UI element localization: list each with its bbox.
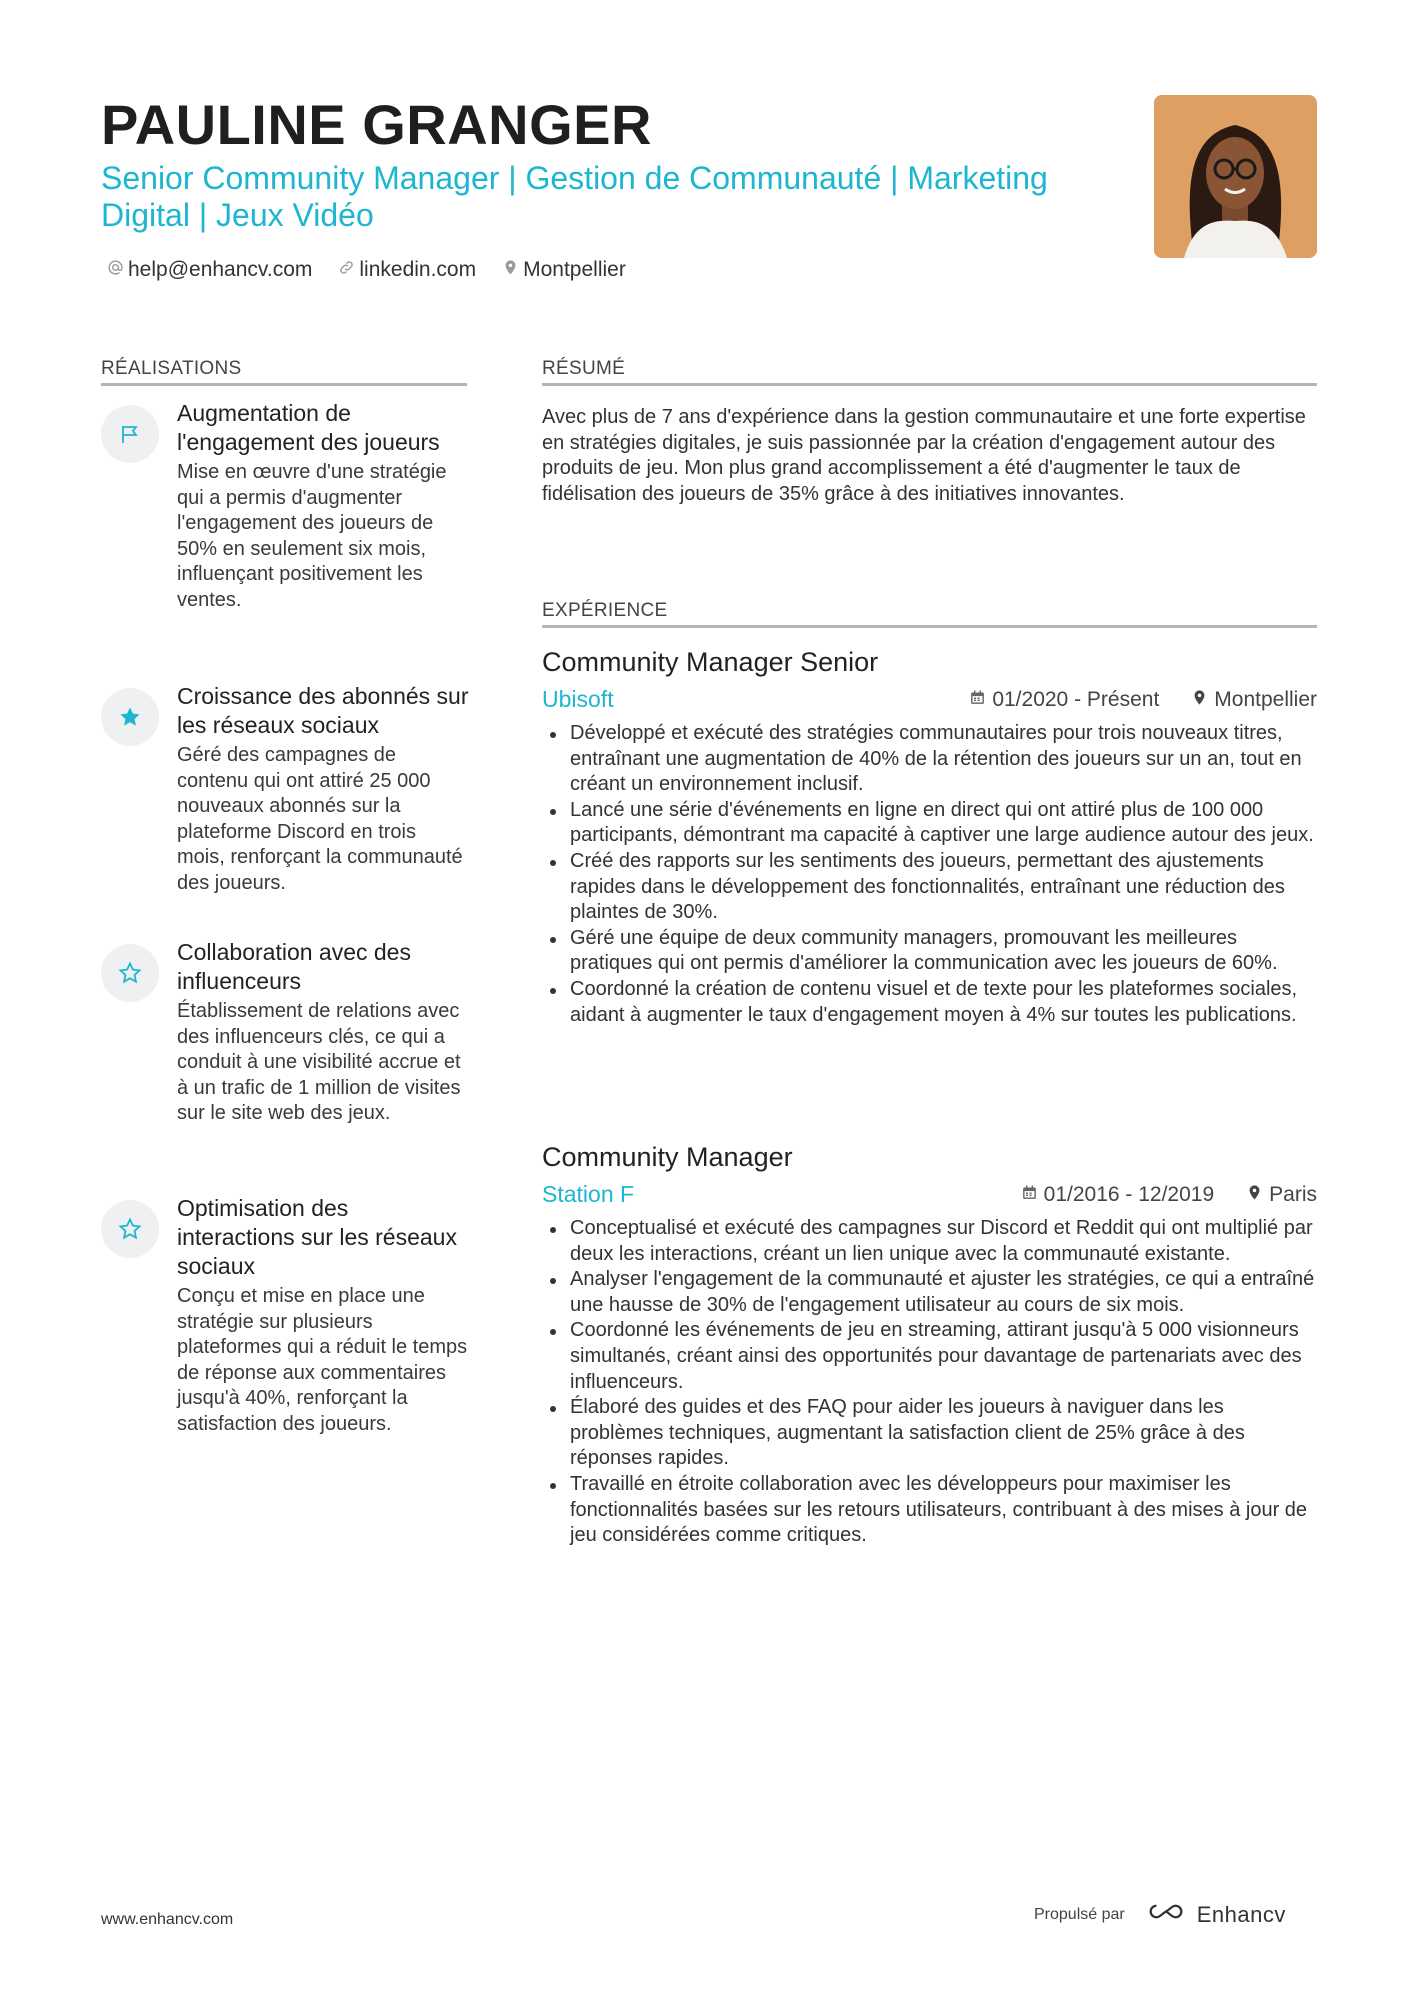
- achievement-title: Collaboration avec des influenceurs: [177, 939, 411, 994]
- list-item: Coordonné les événements de jeu en streaming, attirant jusqu'à 5 000 visionneurs simultanés, créant ainsi des opportunités pour davantage de partenariats avec des influenceurs.: [546, 1318, 1318, 1395]
- list-item: Créé des rapports sur les sentiments des joueurs, permettant des ajustements rapides dans le développement des fonctionnalités, entraînant une réduction des plaintes de 30%.: [546, 849, 1318, 926]
- brand-name: Enhancv: [1196, 1901, 1286, 1927]
- flag-icon: [101, 405, 159, 463]
- list-item: Développé et exécuté des stratégies communautaires pour trois nouveaux titres, entraînant une augmentation de 40% de la rétention des joueurs sur un an, tout en créant un environnement inclusif.: [546, 721, 1318, 798]
- calendar-icon: [969, 688, 986, 712]
- job-dates: 01/2020 - Présent: [992, 688, 1160, 711]
- job-meta: [969, 688, 1317, 712]
- star-outline-icon: [101, 1200, 159, 1258]
- achievement-description: Géré des campagnes de contenu qui ont attiré 25 000 nouveaux abonnés sur la plateforme Discord en trois mois, renforçant la communauté des joueurs.: [177, 744, 463, 894]
- list-item: Élaboré des guides et des FAQ pour aider les joueurs à naviguer dans les problèmes techniques, augmentant la satisfaction client de 25% grâce à des réponses rapides.: [546, 1395, 1318, 1472]
- job-bullets: [546, 1216, 1318, 1549]
- job-location: Montpellier: [1214, 688, 1317, 711]
- contact-email[interactable]: [107, 258, 312, 282]
- link-icon: [338, 258, 355, 282]
- list-item: Conceptualisé et exécuté des campagnes sur Discord et Reddit qui ont multiplié par deux les interactions, créant un lien unique avec la communauté existante.: [546, 1216, 1318, 1267]
- job-role: Community Manager Senior: [542, 647, 879, 677]
- summary-heading: RÉSUMÉ: [542, 358, 626, 379]
- achievement-title: Optimisation des interactions sur les réseaux sociaux: [177, 1195, 457, 1279]
- contact-linkedin[interactable]: [338, 258, 476, 282]
- footer-url[interactable]: www.enhancv.com: [101, 1911, 234, 1928]
- candidate-title: Senior Community Manager | Gestion de Communauté | Marketing Digital | Jeux Vidéo: [101, 160, 1048, 233]
- brand-logo[interactable]: [1143, 1900, 1286, 1929]
- powered-by-label: Propulsé par: [1034, 1905, 1125, 1923]
- job-company: Ubisoft: [542, 686, 614, 712]
- experience-heading: EXPÉRIENCE: [542, 600, 668, 621]
- calendar-icon: [1021, 1183, 1038, 1207]
- footer-branding: [1034, 1900, 1286, 1929]
- contact-location: [502, 258, 626, 282]
- achievement-title: Augmentation de l'engagement des joueurs: [177, 400, 440, 455]
- list-item: Travaillé en étroite collaboration avec les développeurs pour maximiser les fonctionnalités basées sur les retours utilisateurs, contribuant à des mises à jour de jeu considérées comme critiques.: [546, 1472, 1318, 1549]
- summary-text: Avec plus de 7 ans d'expérience dans la gestion communautaire et une forte expertise en stratégies digitales, je suis passionnée par la création d'engagement autour des produits de jeu. Mon plus grand accomplissement a été d'augmenter le taux de fidélisation des joueurs de 35% grâce à des initiatives innovantes.: [542, 406, 1306, 505]
- list-item: Analyser l'engagement de la communauté et ajuster les stratégies, ce qui a entraîné une hausse de 30% de l'engagement utilisateur au cours de six mois.: [546, 1267, 1318, 1318]
- location-text: Montpellier: [523, 258, 626, 281]
- job-bullets: [546, 721, 1318, 1028]
- enhancv-logo-icon: [1143, 1900, 1189, 1929]
- achievements-heading: RÉALISATIONS: [101, 358, 242, 379]
- achievements-divider: [101, 383, 467, 386]
- job-company: Station F: [542, 1181, 635, 1207]
- location-pin-icon: [1246, 1183, 1263, 1207]
- job-meta: [1021, 1183, 1317, 1207]
- candidate-name: PAULINE GRANGER: [101, 93, 652, 156]
- job-location: Paris: [1269, 1183, 1317, 1206]
- at-icon: [107, 258, 124, 282]
- list-item: Coordonné la création de contenu visuel et de texte pour les plateformes sociales, aidant à augmenter le taux d'engagement moyen à 4% sur toutes les publications.: [546, 977, 1318, 1028]
- job-role: Community Manager: [542, 1142, 793, 1172]
- location-pin-icon: [1191, 688, 1208, 712]
- experience-divider: [542, 625, 1317, 628]
- list-item: Géré une équipe de deux community managers, promouvant les meilleures pratiques qui ont permis d'améliorer la communication avec les joueurs de 60%.: [546, 926, 1318, 977]
- email-text: help@enhancv.com: [128, 258, 313, 281]
- list-item: Lancé une série d'événements en ligne en direct qui ont attiré plus de 100 000 participants, démontrant ma capacité à captiver une large audience autour des jeux.: [546, 798, 1318, 849]
- linkedin-text: linkedin.com: [359, 258, 477, 281]
- summary-divider: [542, 383, 1317, 386]
- achievement-title: Croissance des abonnés sur les réseaux sociaux: [177, 683, 469, 738]
- profile-photo: [1154, 95, 1317, 258]
- achievement-description: Établissement de relations avec des influenceurs clés, ce qui a conduit à une visibilité accrue et à un trafic de 1 million de visites sur le site web des jeux.: [177, 1000, 461, 1125]
- achievement-description: Mise en œuvre d'une stratégie qui a permis d'augmenter l'engagement des joueurs de 50% en seulement six mois, influençant positivement les ventes.: [177, 461, 447, 611]
- star-filled-icon: [101, 688, 159, 746]
- achievement-description: Conçu et mise en place une stratégie sur plusieurs plateformes qui a réduit le temps de réponse aux commentaires jusqu'à 40%, renforçant la satisfaction des joueurs.: [177, 1285, 468, 1435]
- location-pin-icon: [502, 258, 519, 282]
- star-outline-icon: [101, 944, 159, 1002]
- contact-bar: [107, 258, 626, 282]
- job-dates: 01/2016 - 12/2019: [1043, 1183, 1215, 1206]
